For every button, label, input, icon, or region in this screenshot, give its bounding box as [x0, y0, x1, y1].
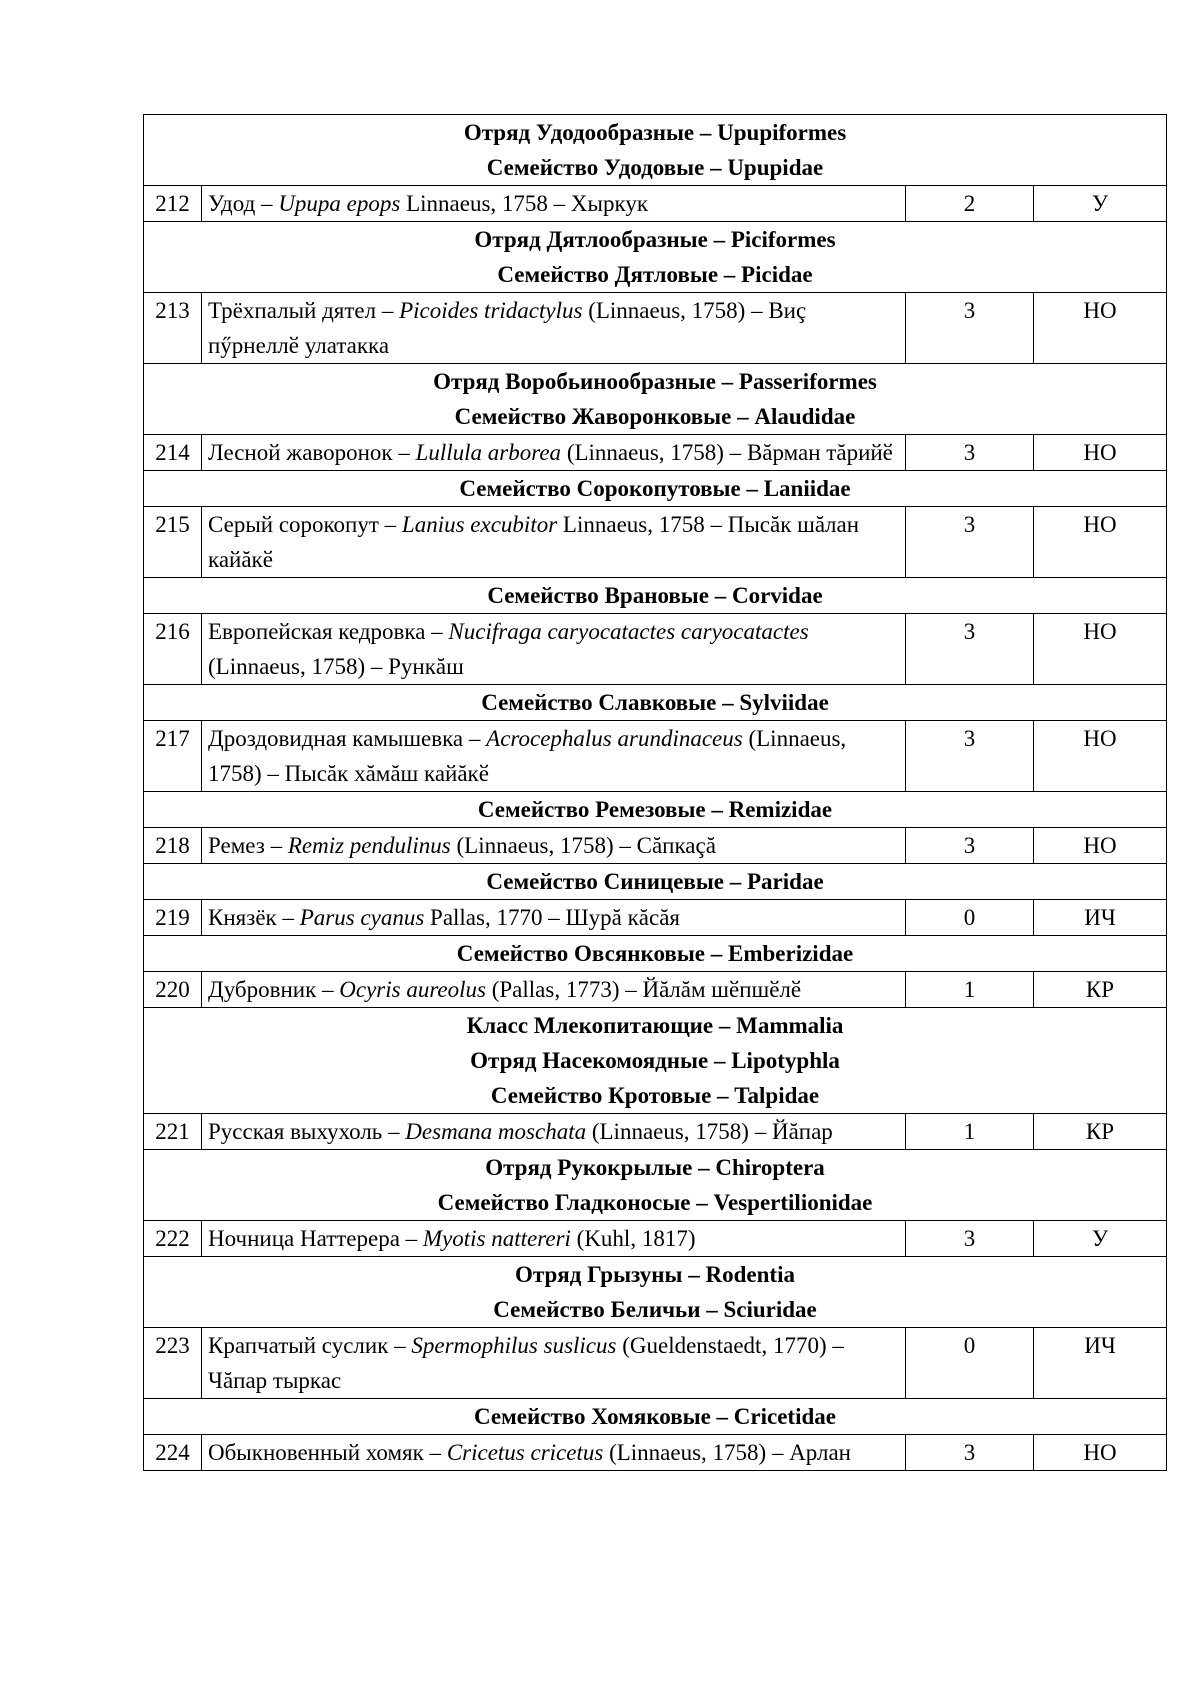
taxon-header-row: [144, 792, 1167, 828]
taxon-header-cell: [144, 1399, 1167, 1435]
conservation-status: НО: [1034, 1435, 1167, 1471]
taxon-heading: Отряд Грызуны – Rodentia: [515, 1262, 795, 1287]
taxon-heading: Семейство Ремезовые – Remizidae: [477, 797, 833, 822]
taxon-heading: Семейство Врановые – Corvidae: [487, 583, 823, 608]
conservation-status: НО: [1034, 614, 1167, 685]
rarity-category: 0: [906, 900, 1034, 936]
species-row: [144, 900, 1167, 936]
taxon-header-row: [144, 578, 1167, 614]
taxon-heading: Семейство Славковые – Sylviidae: [481, 690, 829, 715]
species-row: [144, 1328, 1167, 1399]
species-row: [144, 972, 1167, 1008]
rarity-category: 3: [906, 614, 1034, 685]
species-row: [144, 186, 1167, 222]
species-latin-name: Nucifraga caryocatactes caryocatactes: [448, 619, 809, 644]
species-russian-name: Русская выхухоль –: [208, 1119, 406, 1144]
rarity-category: 3: [906, 435, 1034, 471]
species-russian-name: Трёхпалый дятел –: [208, 298, 400, 323]
species-row: [144, 828, 1167, 864]
species-author-chuvash-name: (Kuhl, 1817): [570, 1226, 696, 1251]
species-row: [144, 1114, 1167, 1150]
taxon-heading: Семейство Хомяковые – Cricetidae: [474, 1404, 836, 1429]
conservation-status: У: [1034, 186, 1167, 222]
taxon-header-row: [144, 115, 1167, 186]
rarity-category: 3: [906, 721, 1034, 792]
species-number: 216: [144, 614, 202, 685]
species-description: [202, 721, 906, 792]
species-row: [144, 435, 1167, 471]
species-latin-name: Cricetus cricetus: [446, 1440, 604, 1465]
taxon-header-row: [144, 1008, 1167, 1114]
taxon-heading: Семейство Удодовые – Upupidae: [486, 155, 824, 180]
conservation-status: КР: [1034, 1114, 1167, 1150]
taxon-heading: Семейство Синицевые – Paridae: [486, 869, 824, 894]
species-number: 213: [144, 293, 202, 364]
conservation-status: У: [1034, 1221, 1167, 1257]
species-author-chuvash-name: (Linnaeus, 1758) – Рункăш: [208, 654, 464, 679]
taxon-heading: Семейство Гладконосые – Vespertilionidae: [437, 1190, 873, 1215]
taxon-header-cell: [144, 685, 1167, 721]
species-number: 221: [144, 1114, 202, 1150]
rarity-category: 1: [906, 972, 1034, 1008]
species-latin-name: Spermophilus suslicus: [411, 1333, 617, 1358]
taxon-header-row: [144, 864, 1167, 900]
taxon-header-cell: [144, 578, 1167, 614]
taxon-heading: Семейство Дятловые – Picidae: [497, 262, 813, 287]
red-book-table: [143, 114, 1167, 1471]
conservation-status: НО: [1034, 721, 1167, 792]
species-russian-name: Европейская кедровка –: [208, 619, 449, 644]
taxon-heading: Семейство Беличьи – Sciuridae: [493, 1297, 817, 1322]
taxon-header-row: [144, 1399, 1167, 1435]
species-row: [144, 507, 1167, 578]
species-author-chuvash-name: (Gueldenstaedt, 1770) – Чăпар тыркас: [208, 1333, 844, 1393]
conservation-status: НО: [1034, 435, 1167, 471]
species-russian-name: Ночница Наттерера –: [208, 1226, 423, 1251]
species-author-chuvash-name: (Linnaeus, 1758) – Йăпар: [586, 1119, 833, 1144]
taxon-heading: Отряд Насекомоядные – Lipotyphla: [470, 1048, 840, 1073]
species-russian-name: Лесной жаворонок –: [208, 440, 416, 465]
species-author-chuvash-name: Linnaeus, 1758 – Хыркук: [400, 191, 648, 216]
taxon-heading: Отряд Воробьинообразные – Passeriformes: [433, 369, 877, 394]
taxon-header-row: [144, 364, 1167, 435]
species-description: [202, 972, 906, 1008]
species-description: [202, 293, 906, 364]
species-number: 222: [144, 1221, 202, 1257]
taxon-header-cell: [144, 936, 1167, 972]
taxon-heading: Семейство Овсянковые – Emberizidae: [456, 941, 854, 966]
species-description: [202, 1435, 906, 1471]
rarity-category: 3: [906, 507, 1034, 578]
taxon-header-cell: [144, 222, 1167, 293]
species-row: [144, 614, 1167, 685]
conservation-status: КР: [1034, 972, 1167, 1008]
taxon-heading: Отряд Рукокрылые – Chiroptera: [485, 1155, 825, 1180]
taxon-heading: Семейство Жаворонковые – Alaudidae: [454, 404, 856, 429]
taxon-header-row: [144, 1257, 1167, 1328]
species-russian-name: Дроздовидная камышевка –: [208, 726, 487, 751]
species-author-chuvash-name: (Linnaeus, 1758) – Вăрман тăрийӗ: [561, 440, 893, 465]
species-author-chuvash-name: Linnaeus, 1758 – Пысăк шăлан кайăкӗ: [208, 512, 860, 572]
species-description: [202, 507, 906, 578]
species-latin-name: Desmana moschata: [405, 1119, 587, 1144]
species-description: [202, 614, 906, 685]
table-body: [144, 115, 1167, 1471]
species-row: [144, 1435, 1167, 1471]
species-latin-name: Parus cyanus: [299, 905, 425, 930]
conservation-status: ИЧ: [1034, 900, 1167, 936]
conservation-status: ИЧ: [1034, 1328, 1167, 1399]
species-number: 212: [144, 186, 202, 222]
taxon-header-cell: [144, 1257, 1167, 1328]
species-description: [202, 828, 906, 864]
species-russian-name: Князёк –: [208, 905, 300, 930]
taxon-header-cell: [144, 471, 1167, 507]
species-author-chuvash-name: (Linnaeus, 1758) – Пысăк хăмăш кайăкӗ: [208, 726, 847, 786]
taxon-header-row: [144, 222, 1167, 293]
taxon-header-row: [144, 1150, 1167, 1221]
species-number: 217: [144, 721, 202, 792]
rarity-category: 3: [906, 1221, 1034, 1257]
taxon-header-cell: [144, 792, 1167, 828]
taxon-heading: Семейство Кротовые – Talpidae: [490, 1083, 820, 1108]
rarity-category: 3: [906, 828, 1034, 864]
species-author-chuvash-name: (Linnaeus, 1758) – Сăпкаçă: [450, 833, 716, 858]
species-author-chuvash-name: Pallas, 1770 – Шурă кăсăя: [424, 905, 681, 930]
species-row: [144, 721, 1167, 792]
species-latin-name: Lanius excubitor: [401, 512, 558, 537]
rarity-category: 1: [906, 1114, 1034, 1150]
rarity-category: 3: [906, 293, 1034, 364]
species-latin-name: Myotis nattereri: [422, 1226, 571, 1251]
taxon-heading: Семейство Сорокопутовые – Laniidae: [459, 476, 851, 501]
species-description: [202, 186, 906, 222]
species-description: [202, 435, 906, 471]
taxon-header-row: [144, 685, 1167, 721]
species-russian-name: Серый сорокопут –: [208, 512, 402, 537]
species-russian-name: Обыкновенный хомяк –: [208, 1440, 447, 1465]
rarity-category: 2: [906, 186, 1034, 222]
taxon-heading: Класс Млекопитающие – Mammalia: [466, 1013, 844, 1038]
species-row: [144, 293, 1167, 364]
species-author-chuvash-name: (Pallas, 1773) – Йăлăм шӗпшӗлӗ: [485, 977, 802, 1002]
species-description: [202, 900, 906, 936]
species-number: 219: [144, 900, 202, 936]
species-latin-name: Lullula arborea: [415, 440, 562, 465]
conservation-status: НО: [1034, 507, 1167, 578]
species-latin-name: Ocyris aureolus: [339, 977, 486, 1002]
species-number: 218: [144, 828, 202, 864]
species-latin-name: Remiz pendulinus: [287, 833, 451, 858]
species-number: 215: [144, 507, 202, 578]
species-russian-name: Крапчатый суслик –: [208, 1333, 412, 1358]
species-description: [202, 1114, 906, 1150]
taxon-heading: Отряд Дятлообразные – Piciformes: [474, 227, 836, 252]
species-number: 220: [144, 972, 202, 1008]
species-latin-name: Acrocephalus arundinaceus: [486, 726, 743, 751]
conservation-status: НО: [1034, 293, 1167, 364]
taxon-header-cell: [144, 115, 1167, 186]
taxon-header-row: [144, 471, 1167, 507]
species-description: [202, 1221, 906, 1257]
species-latin-name: Picoides tridactylus: [399, 298, 583, 323]
species-row: [144, 1221, 1167, 1257]
taxon-header-row: [144, 936, 1167, 972]
species-russian-name: Удод –: [208, 191, 279, 216]
rarity-category: 3: [906, 1435, 1034, 1471]
species-number: 223: [144, 1328, 202, 1399]
species-description: [202, 1328, 906, 1399]
taxon-header-cell: [144, 364, 1167, 435]
taxon-header-cell: [144, 1150, 1167, 1221]
species-russian-name: Дубровник –: [208, 977, 340, 1002]
taxon-header-cell: [144, 1008, 1167, 1114]
species-number: 214: [144, 435, 202, 471]
species-author-chuvash-name: (Linnaeus, 1758) – Арлан: [603, 1440, 851, 1465]
taxon-header-cell: [144, 864, 1167, 900]
taxon-heading: Отряд Удодообразные – Upupiformes: [463, 120, 847, 145]
species-number: 224: [144, 1435, 202, 1471]
conservation-status: НО: [1034, 828, 1167, 864]
species-author-chuvash-name: (Linnaeus, 1758) – Виç пӳрнеллӗ улатакка: [208, 298, 807, 358]
species-latin-name: Upupa epops: [278, 191, 401, 216]
rarity-category: 0: [906, 1328, 1034, 1399]
species-russian-name: Ремез –: [208, 833, 288, 858]
